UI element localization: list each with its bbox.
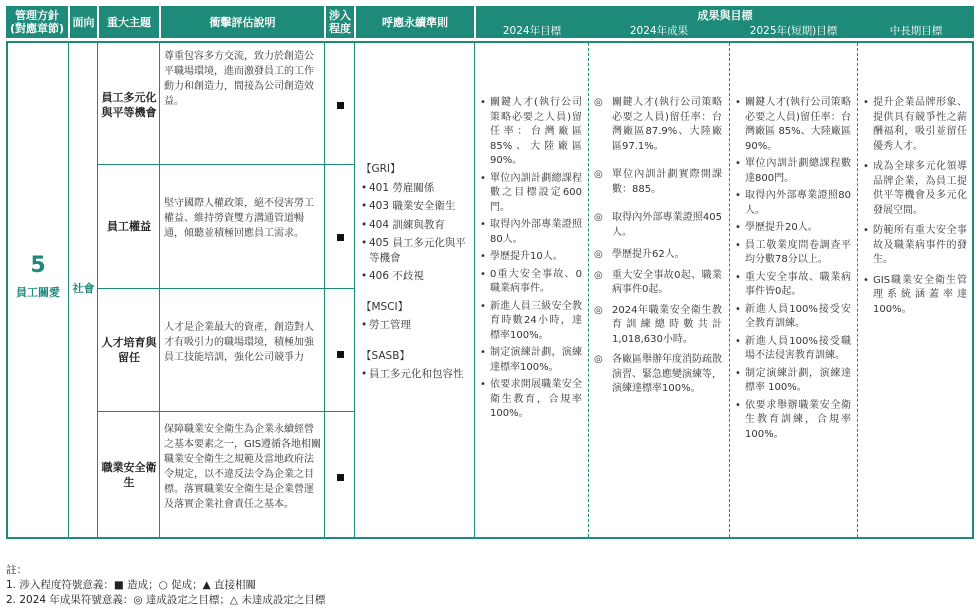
list-item: • 提升企業品牌形象、提供具有競爭性之薪酬福利，吸引並留任優秀人才。 <box>863 96 967 154</box>
notes <box>6 563 325 608</box>
list-item: • 制定演練計劃，演練達標率 100%。 <box>735 367 851 396</box>
gri-item: • 406 不歧視 <box>361 269 471 284</box>
header-topic: 重大主題 <box>99 6 159 38</box>
topic-talent-desc: 人才是企業最大的資產，創造對人才有吸引力的職場環境，積極加強員工技能培訓，強化公司競爭力 <box>164 322 314 363</box>
list-item: ◎ 單位內訓計劃實際開課數：885。 <box>594 168 722 197</box>
list-item: • 依要求開展職業安全衛生教育，合規率100%。 <box>480 378 582 422</box>
list-item: • 新進人員三級安全教育時數24小時，達標率100%。 <box>480 300 582 344</box>
grid-line <box>354 43 355 537</box>
grid-line <box>159 43 160 537</box>
header-involvement: 涉入 程度 <box>326 6 354 38</box>
list-item: • GIS職業安全衛生管理系統涵蓋率達100%。 <box>863 274 967 318</box>
result-2024-list <box>594 96 722 400</box>
header-target-2025: 2025年(短期)目標 <box>749 25 838 37</box>
grid-line <box>68 43 69 537</box>
list-item: • 0重大安全事故、0職業病事件。 <box>480 268 582 297</box>
list-item: ◎ 2024年職業安全衛生教育訓練總時數共計1,018,630小時。 <box>594 304 722 348</box>
list-item: • 員工敬業度問卷調查平均分數78分以上。 <box>735 239 851 268</box>
topic-diversity-desc: 尊重包容多方交流，致力於創造公平職場環境，進而激發員工的工作動力和創造力，間接為公司創造效益。 <box>164 51 314 107</box>
standards-list <box>361 162 471 386</box>
list-item: • 依要求舉辦職業安全衛生教育訓練，合規率100%。 <box>735 399 851 443</box>
target-2024-list <box>480 96 582 425</box>
gri-heading: 【GRI】 <box>361 163 401 175</box>
gri-item: • 403 職業安全衛生 <box>361 199 471 214</box>
list-item: • 單位內訓計劃總課程數達800門。 <box>735 157 851 186</box>
list-item: ◎ 各廠區舉辦年度消防疏散演習、緊急應變演練等，演練達標率100%。 <box>594 353 722 397</box>
longterm-list <box>863 96 967 320</box>
topic-safety-desc: 保障職業安全衛生為企業永續經營之基本要素之一，GIS遵循各地相關職業安全衛生之規範及當地政府法令規定，以不違反法令為企業之目標。落實職業安全衛生是企業營運及落實企業社會責任之基本。 <box>164 424 322 510</box>
gri-item: • 404 訓練與教育 <box>361 218 471 233</box>
topic-diversity: 員工多元化與平等機會 <box>101 90 157 119</box>
msci-heading: 【MSCI】 <box>361 300 409 313</box>
note-involvement: 1. 涉入程度符號意義：■ 造成；○ 促成；▲ 直接相關 <box>6 579 257 591</box>
target-2025-list <box>735 96 851 445</box>
topic-rights: 員工權益 <box>107 220 151 233</box>
face-label: 社會 <box>72 282 95 295</box>
header-results: 成果與目標 <box>476 6 974 38</box>
grid-line-dashed <box>729 43 730 537</box>
involvement-cause-icon <box>337 234 344 241</box>
topic-talent: 人才培育與留任 <box>101 336 157 364</box>
grid-line-dashed <box>588 43 589 537</box>
involvement-cause-icon <box>337 102 344 109</box>
list-item: • 新進人員100%接受職場不法侵害教育訓練。 <box>735 335 851 364</box>
list-item: • 新進人員100%接受安全教育訓練。 <box>735 303 851 332</box>
msci-item: • 勞工管理 <box>361 318 471 333</box>
list-item: ◎ 學歷提升62人。 <box>594 248 722 263</box>
list-item: • 取得內外部專業證照80人。 <box>735 189 851 218</box>
list-item: • 學歷提升10人。 <box>480 250 582 265</box>
list-item: ◎ 取得內外部專業證照405人。 <box>594 211 722 240</box>
notes-title: 註： <box>6 564 27 576</box>
sasb-item: • 員工多元化和包容性 <box>361 367 471 382</box>
list-item: • 成為全球多元化領導品牌企業，為員工提供平等機會及多元化發展空間。 <box>863 160 967 218</box>
section-name: 員工關愛 <box>16 286 60 299</box>
list-item: ◎ 重大安全事故0起、職業病事件0起。 <box>594 269 722 298</box>
grid-line <box>97 43 98 537</box>
topic-rights-desc: 堅守國際人權政策，絕不侵害勞工權益、維持勞資雙方溝通管道暢通，傾聽並積極回應員工需求。 <box>164 198 314 239</box>
list-item: • 單位內訓計劃總課程數之目標設定600門。 <box>480 172 582 216</box>
grid-line <box>474 43 475 537</box>
list-item: • 重大安全事故、職業病事件皆0起。 <box>735 271 851 300</box>
list-item: • 關鍵人才(執行公司策略必要之人員)留任率：台灣廠區 85%、大陸廠區 90%。 <box>480 96 582 169</box>
header-impact: 衝擊評估說明 <box>161 6 324 38</box>
header-longterm: 中長期目標 <box>889 25 943 37</box>
header-face: 面向 <box>70 6 97 38</box>
note-result-symbols: 2. 2024 年成果符號意義：◎ 達成設定之目標；△ 未達成設定之目標 <box>6 594 326 606</box>
grid-line <box>324 43 325 537</box>
header-policy: 管理方針 (對應章節) <box>6 6 68 38</box>
header-result-2024: 2024年成果 <box>629 25 689 37</box>
list-item: • 制定演練計劃，演練達標率100%。 <box>480 346 582 375</box>
list-item: • 防範所有重大安全事故及職業病事件的發生。 <box>863 224 967 268</box>
section-number: 5 <box>30 253 46 278</box>
involvement-cause-icon <box>337 474 344 481</box>
list-item: • 取得內外部專業證照80人。 <box>480 218 582 247</box>
gri-item: • 405 員工多元化與平等機會 <box>361 236 471 265</box>
sasb-heading: 【SASB】 <box>361 349 410 362</box>
list-item: • 關鍵人才(執行公司策略必要之人員)留任率：台灣廠區 85%、大陸廠區 90%。 <box>735 96 851 154</box>
list-item: • 學歷提升20人。 <box>735 221 851 236</box>
grid-line-dashed <box>857 43 858 537</box>
list-item: ◎ 關鍵人才(執行公司策略必要之人員)留任率：台灣廠區87.9%、大陸廠區97.1%。 <box>594 96 722 154</box>
topic-safety: 職業安全衛生 <box>101 460 157 489</box>
header-principle: 呼應永續準則 <box>356 6 474 38</box>
involvement-cause-icon <box>337 351 344 358</box>
header-target-2024: 2024年目標 <box>502 25 562 37</box>
gri-item: • 401 勞雇關係 <box>361 181 471 196</box>
